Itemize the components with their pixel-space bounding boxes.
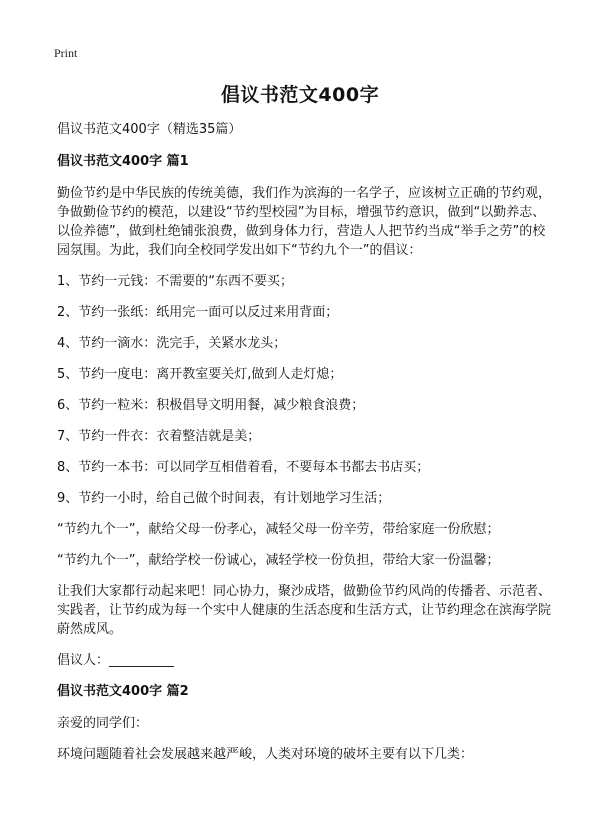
list-item: 2、节约一张纸：纸用完一面可以反过来用背面； [57,305,339,320]
list-item: 9、节约一小时，给自己做个时间表，有计划地学习生活； [57,491,391,506]
signature-line: 倡议人：__________ [57,653,175,668]
section-heading-1: 倡议书范文400字 篇1 [57,154,189,169]
section-heading-2: 倡议书范文400字 篇2 [57,684,189,699]
document-title: 倡议书范文400字 [220,84,380,106]
list-item: 5、节约一度电：离开教室要关灯,做到人走灯熄； [57,367,343,382]
print-label: Print [54,46,78,60]
document-body [57,120,557,776]
list-item: 4、节约一滴水：洗完手，关紧水龙头； [57,336,287,351]
list-item: 8、节约一本书：可以同学互相借着看，不要每本书都去书店买； [57,460,430,475]
list-item: 7、节约一件衣：衣着整洁就是美； [57,429,261,444]
document-subtitle: 倡议书范文400字（精选35篇） [57,122,242,137]
dedication-line-school: “节约九个一”，献给学校一份诚心，减轻学校一份负担，带给大家一份温馨； [57,553,500,568]
list-item: 6、节约一粒米：积极倡导文明用餐，减少粮食浪费； [57,398,365,413]
greeting-line: 亲爱的同学们： [57,716,149,731]
section2-intro-paragraph: 环境问题随着社会发展越来越严峻，人类对环境的破坏主要有以下几类： [57,747,474,762]
list-item: 1、节约一元钱：不需要的“东西不要买； [57,274,294,289]
closing-paragraph: 让我们大家都行动起来吧！同心协力，聚沙成塔，做勤俭节约风尚的传播者、示范者、实践者，让节约成为每一个实中人健康的生活态度和生活方式，让节约理念在滨海学院蔚然成风。 [57,584,552,637]
section1-intro-paragraph: 勤俭节约是中华民族的传统美德，我们作为滨海的一名学子，应该树立正确的节约观，争做勤俭节约的模范，以建设“节约型校园”为目标，增强节约意识，做到“以勤养志、以俭养德”，做到杜绝铺张浪费，做到身体力行，营造人人把节约当成“举手之劳”的校园氛围。为此，我们向全校同学发出如下“节约九个一”的倡议： [57,186,552,258]
dedication-line-family: “节约九个一”，献给父母一份孝心，减轻父母一份辛劳，带给家庭一份欣慰； [57,522,500,537]
